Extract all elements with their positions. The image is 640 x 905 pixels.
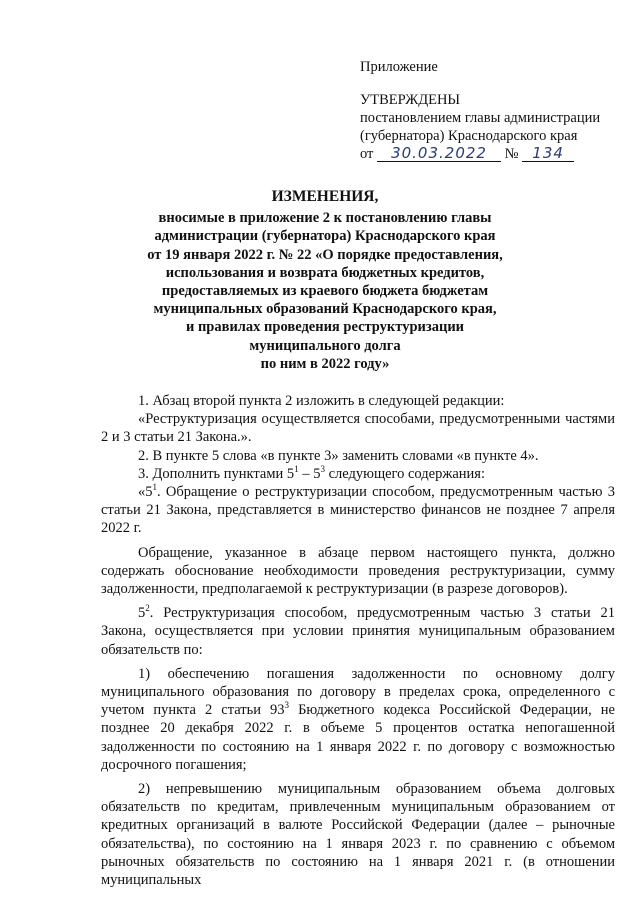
- document-title: [100, 188, 550, 373]
- paragraph: 2) непревышению муниципальным образованием объема долговых обязательств по кредитам, привлеченным муниципальным образованием от кредитных организаций в валюте Российской Федерации (далее – рыночные обязательства), по состоянию на 1 января 2023 г. по сравнению с объемом рыночных обязательств по состоянию на 1 января 2021 г. (в отношении муниципальных: [101, 781, 615, 889]
- paragraph: «$5^1$. Обращение о реструктуризации способом, предусмотренным частью 3 статьи 21 Закона, представляется в министерство финансов не позднее 7 апреля 2022 г.: [101, 482, 615, 537]
- title-line: и правилах проведения реструктуризации: [185, 319, 465, 336]
- title-line: администрации (губернатора) Краснодарского края: [154, 228, 496, 245]
- number-label: №: [504, 146, 519, 162]
- paragraph: 2. В пункте 5 слова «в пункте 3» заменить словами «в пункте 4».: [138, 447, 539, 464]
- title-line: использования и возврата бюджетных кредитов,: [165, 264, 485, 281]
- approved-line-2: (губернатора) Краснодарского края: [360, 128, 578, 144]
- paragraph: 1) обеспечению погашения задолженности по основному долгу муниципального образования по договору в пределах срока, определенного с учетом пункта 2 статьи $93^3$ Бюджетного кодекса Российской Федерации, не позднее 20 декабря 2022 г. в объеме 5 процентов остатка непогашенной задолженности по состоянию на 1 января 2022 г. по договору с возможностью досрочного погашения;: [101, 665, 615, 773]
- title-line: предоставляемых из краевого бюджета бюджетам: [161, 283, 489, 300]
- title-line: муниципального долга: [249, 337, 401, 354]
- paragraph: 1. Абзац второй пункта 2 изложить в следующей редакции:: [138, 393, 505, 409]
- handwritten-number: 134: [522, 145, 574, 162]
- paragraph: «Реструктуризация осуществляется способами, предусмотренными частями 2 и 3 статьи 21 Закона.».: [101, 411, 615, 446]
- approval-date-row: [360, 145, 630, 163]
- approved-label: УТВЕРЖДЕНЫ: [360, 92, 461, 108]
- title-line: муниципальных образований Краснодарского края,: [153, 301, 497, 318]
- title-line: вносимые в приложение 2 к постановлению главы: [158, 210, 492, 227]
- document-body: [101, 392, 615, 889]
- title-line: от 19 января 2022 г. № 22 «О порядке предоставления,: [147, 246, 503, 263]
- paragraph: $5^2$. Реструктуризация способом, предусмотренным частью 3 статьи 21 Закона, осуществляется при условии принятия муниципальным образованием обязательств по:: [101, 603, 615, 658]
- approved-line-1: постановлением главы администрации: [360, 110, 601, 126]
- handwritten-date: 30.03.2022: [377, 145, 501, 162]
- appendix-label: Приложение: [360, 59, 438, 75]
- paragraph: 3. Дополнить пунктами $5^1 - 5^3$ следующего содержания:: [138, 463, 486, 482]
- paragraph: Обращение, указанное в абзаце первом настоящего пункта, должно содержать обоснование необходимости проведения реструктуризации, сумму задолженности, предполагаемой к реструктуризации (в разрезе договоров).: [101, 544, 615, 598]
- title-heading: ИЗМЕНЕНИЯ,: [271, 188, 379, 205]
- title-line: по ним в 2022 году»: [260, 355, 390, 372]
- approval-block: [360, 58, 630, 163]
- from-label: от: [360, 146, 374, 162]
